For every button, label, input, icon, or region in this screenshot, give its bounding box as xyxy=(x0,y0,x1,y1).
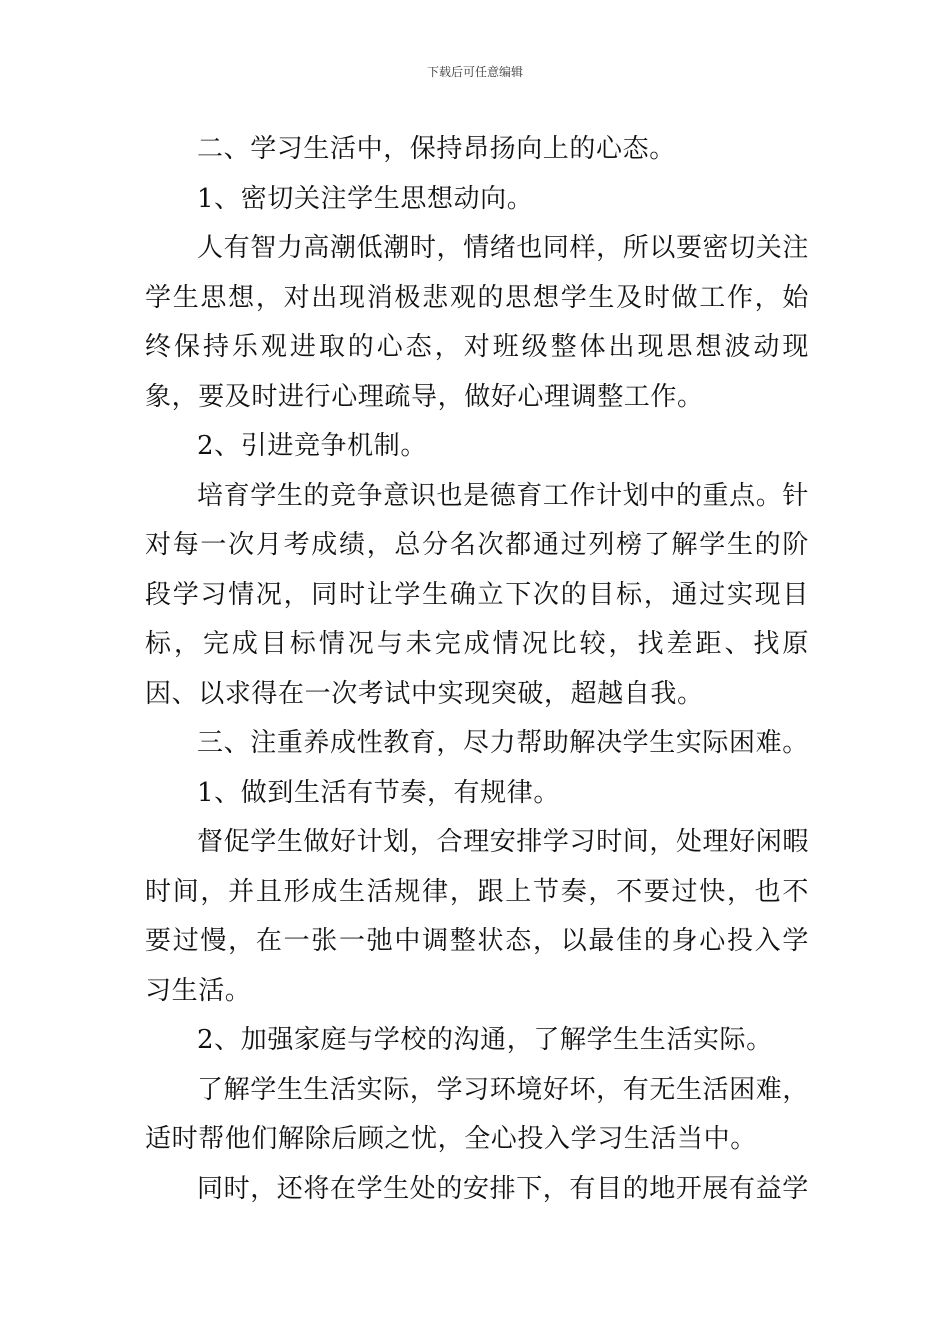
subheading-3-1: 1、做到生活有节奏，有规律。 xyxy=(197,777,560,808)
subheading-3-2: 2、加强家庭与学校的沟通，了解学生生活实际。 xyxy=(197,1025,773,1055)
paragraph-2-1: 人有智力高潮低潮时，情绪也同样，所以要密切关注学生思想，对出现消极悲观的思想学生及时做工作，始终保持乐观进取的心态，对班级整体出现思想波动现象，要及时进行心理疏导，做好心理调整工作。 xyxy=(145,233,809,412)
subheading-2-2: 2、引进竞争机制。 xyxy=(197,431,427,461)
subheading-2-1: 1、密切关注学生思想动向。 xyxy=(197,183,534,214)
document-body xyxy=(145,125,809,1214)
page-header: 下载后可任意编辑 xyxy=(426,65,523,79)
paragraph-3-2: 了解学生生活实际，学习环境好坏，有无生活困难，适时帮他们解除后顾之忧，全心投入学习生活当中。 xyxy=(145,1074,809,1154)
paragraph-3-3: 同时，还将在学生处的安排下，有目的地开展有益学 xyxy=(197,1173,809,1204)
paragraph-3-1: 督促学生做好计划，合理安排学习时间，处理好闲暇时间，并且形成生活规律，跟上节奏，不要过快，也不要过慢，在一张一弛中调整状态，以最佳的身心投入学习生活。 xyxy=(145,827,809,1006)
paragraph-2-2: 培育学生的竞争意识也是德育工作计划中的重点。针对每一次月考成绩，总分名次都通过列榜了解学生的阶段学习情况，同时让学生确立下次的目标，通过实现目标，完成目标情况与未完成情况比较，找差距、找原因、以求得在一次考试中实现突破，超越自我。 xyxy=(145,480,809,709)
section-heading-3: 三、注重养成性教育，尽力帮助解决学生实际困难。 xyxy=(197,728,809,758)
section-heading-2: 二、学习生活中，保持昂扬向上的心态。 xyxy=(197,134,676,164)
